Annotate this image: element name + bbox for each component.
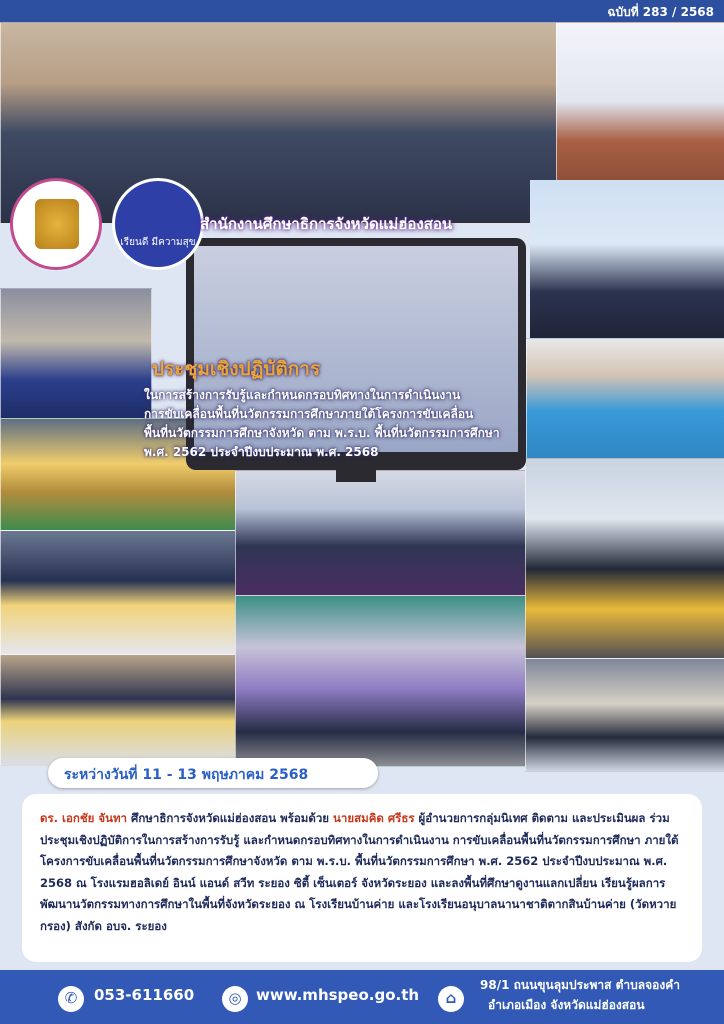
website-link[interactable]: www.mhspeo.go.th [256,986,420,1004]
top-bar [0,0,724,22]
person-name-1: ดร. เอกชัย จันทา [40,811,128,825]
body-text-1: ศึกษาธิการจังหวัดแม่ฮ่องสอน พร้อมด้วย [127,811,334,825]
headline-line-2: การขับเคลื่อนพื้นที่นวัตกรรมการศึกษาภายใต้โครงการขับเคลื่อน [144,407,474,421]
headline-line-3: พื้นที่นวัตกรรมการศึกษาจังหวัด ตาม พ.ร.บ. พื้นที่นวัตกรรมการศึกษา [144,426,500,440]
issue-number: ฉบับที่ 283 / 2568 [607,5,714,19]
woman-seated-photo [0,288,152,420]
monitor-stand [336,468,376,482]
body-text-2: ผู้อำนวยการกลุ่มนิเทศ ติดตาม และประเมินผล ร่วมประชุมเชิงปฏิบัติการในการสร้างการรับรู้ และกำหนดกรอบทิศทางในการดำเนินงาน การขับเคลื่อนพื้นที่นวัตกรรมการศึกษา ภายใต้โครงการขับเคลื่อนพื้นที่นวัตกรรมการศึกษาจังหวัด ตาม พ.ร.บ. พื้นที่นวัตกรรมการศึกษา พ.ศ. 2562 ประจำปีงบประมาณ พ.ศ. 2568 ณ โรงแรมฮอลิเดย์ อินน์ แอนด์ สวีท ระยอง ซิตี้ เซ็นเตอร์ จังหวัดระยอง และลงพื้นที่ศึกษาดูงานแลกเปลี่ยน เรียนรู้ผลการพัฒนานวัตกรรมทางการศึกษาในพื้นที่จังหวัดระยอง ณ โรงเรียนบ้านค่าย และโรงเรียนอนุบาลนานาชาติตากสินบ้านค่าย (วัดหวายกรอง) สังกัด อบจ. ระยอง [40,811,679,933]
standing-group-photo [235,595,527,767]
man-blue-shirt-photo [526,338,724,460]
office-title: สำนักงานศึกษาธิการจังหวัดแม่ฮ่องสอน [200,215,453,233]
seated-men-photo [525,658,724,772]
headline-main: ประชุมเชิงปฏิบัติการ [152,358,321,380]
body-paragraph [40,808,690,937]
person-name-2: นายสมคิด ศรีธร [333,811,415,825]
globe-icon: ◎ [222,986,248,1012]
home-icon: ⌂ [438,986,464,1012]
headline-line-4: พ.ศ. 2562 ประจำปีงบประมาณ พ.ศ. 2568 [144,445,379,459]
meeting-front-photo [0,654,237,766]
date-text: ระหว่างวันที่ 11 - 13 พฤษภาคม 2568 [64,767,309,783]
headline-line-1: ในการสร้างการรับรู้และกำหนดกรอบทิศทางในการดำเนินงาน [144,388,461,402]
meeting-row-photo [0,530,237,656]
office-seal-logo [10,178,102,270]
officials-portrait [530,180,724,340]
date-pill [48,758,378,788]
welcome-group-photo [235,470,527,597]
happy-logo-text: เรียนดี มีความสุข [120,237,196,248]
two-men-photo [525,458,724,660]
happy-learning-logo [112,178,204,270]
address-line-1: 98/1 ถนนขุนลุมประพาส ตำบลจองคำ [480,978,680,992]
address-line-2: อำเภอเมือง จังหวัดแม่ฮ่องสอน [488,998,645,1012]
phone-number[interactable]: 053-611660 [94,986,195,1004]
phone-icon: ✆ [58,986,84,1012]
